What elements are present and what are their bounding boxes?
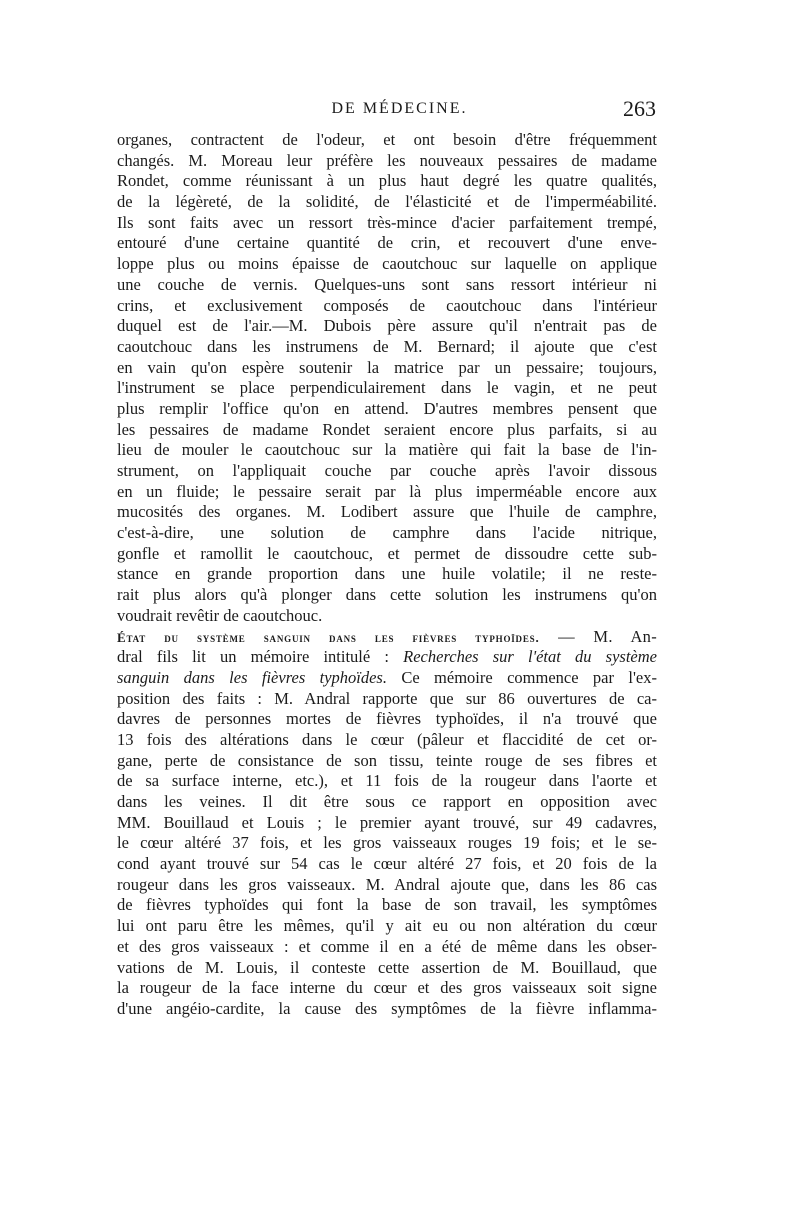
text-line: de sa surface interne, etc.), et 11 fois de la rougeur dans l'aorte et [117,771,657,791]
text-line: entouré d'une certaine quantité de crin, et recouvert d'une enve- [117,233,657,253]
text-line: gane, perte de consistance de son tissu, teinte rouge de ses fibres et [117,750,657,770]
text-line: voudrait revêtir de caoutchouc. [117,605,323,625]
text-line: l'instrument se place perpendiculairement dans le vagin, et ne peut [117,378,657,398]
text-line: lui ont paru être les mêmes, qu'il y ait eu ou non altération du cœur [117,916,657,936]
text-line: rait plus alors qu'à plonger dans cette solution les instrumens qu'on [117,585,657,605]
text-line: strument, on l'appliquait couche par couche après l'avoir dissous [117,461,657,480]
running-head: DE MÉDECINE. [331,100,468,117]
section-heading-line [117,627,657,648]
text-line: de fièvres typhoïdes qui font la base de son travail, les symptômes [117,895,657,915]
text-line: Rondet, comme réunissant à un plus haut degré les quatre qualités, [117,171,657,191]
text-line: cond ayant trouvé sur 54 cas le cœur altéré 27 fois, et 20 fois de la [117,854,657,874]
text-line: stance en grande proportion dans une huile volatile; il ne reste- [117,564,657,584]
text-line: changés. M. Moreau leur préfère les nouveaux pessaires de madame [117,150,657,170]
text-line: loppe plus ou moins épaisse de caoutchouc sur laquelle on applique [117,254,657,274]
text-line: position des faits : M. Andral rapporte que sur 86 ouvertures de ca- [117,688,657,708]
page-header [143,98,656,124]
section-heading: État du système sanguin dans les fièvres typhoïdes. [117,629,540,645]
text-line: c'est-à-dire, une solution de camphre dans l'acide nitrique, [117,523,657,543]
text-line: de la légèreté, de la solidité, de l'élasticité et de l'imperméabilité. [117,192,657,212]
text-line [117,647,657,668]
text-line: caoutchouc dans les instrumens de M. Bernard; il ajoute que c'est [117,336,657,356]
text-line: vations de M. Louis, il conteste cette assertion de M. Bouillaud, que [117,957,657,977]
text-line: lieu de mouler le caoutchouc sur la matière qui fait la base de l'in- [117,440,657,460]
text-line [117,668,657,689]
text-line: davres de personnes mortes de fièvres typhoïdes, il n'a trouvé que [117,709,657,729]
text-fragment: Ce mémoire commence par l'ex- [386,667,657,687]
text-line: organes, contractent de l'odeur, et ont besoin d'être fréquemment [117,130,657,149]
text-line: mucosités des organes. M. Lodibert assure que l'huile de camphre, [117,502,657,522]
text-fragment: dral fils lit un mémoire intitulé : [117,647,404,667]
text-line: duquel est de l'air.—M. Dubois père assure qu'il n'entrait pas de [117,316,657,336]
text-line: crins, et exclusivement composés de caoutchouc dans l'intérieur [117,295,657,315]
body-text [117,130,657,1020]
text-line: rougeur dans les gros vaisseaux. M. Andral ajoute que, dans les 86 cas [117,874,657,894]
memoir-title: Recherches sur l'état du système [403,647,657,667]
memoir-title-cont: sanguin dans les fièvres typhoïdes. [117,667,387,687]
text-line: gonfle et ramollit le caoutchouc, et permet de dissoudre cette sub- [117,543,657,563]
text-line: dans les veines. Il dit être sous ce rapport en opposition avec [117,792,657,811]
text-line: une couche de vernis. Quelques-uns sont sans ressort intérieur ni [117,274,657,294]
text-line: les pessaires de madame Rondet seraient encore plus parfaits, si au [117,419,657,439]
text-line: la rougeur de la face interne du cœur et des gros vaisseaux soit signe [117,978,657,998]
text-line: plus remplir l'office qu'on en attend. D'autres membres pensent que [117,398,657,418]
text-line: en un fluide; le pessaire serait par là plus imperméable encore aux [117,481,657,501]
text-line: d'une angéio-cardite, la cause des symptômes de la fièvre inflamma- [117,998,657,1018]
text-line: MM. Bouillaud et Louis ; le premier ayant trouvé, sur 49 cadavres, [117,812,657,832]
page-number: 263 [623,96,656,121]
text-line: le cœur altéré 37 fois, et les gros vaisseaux rouges 19 fois; et le se- [117,833,657,853]
text-line: 13 fois des altérations dans le cœur (pâleur et flaccidité de cet or- [117,729,657,749]
text-line: et des gros vaisseaux : et comme il en a été de même dans les obser- [117,936,657,956]
text-line: Ils sont faits avec un ressort très-mince d'acier parfaitement trempé, [117,212,657,232]
text-line: en vain qu'on espère soutenir la matrice par un pessaire; toujours, [117,357,657,377]
heading-tail: — M. An- [539,626,657,646]
